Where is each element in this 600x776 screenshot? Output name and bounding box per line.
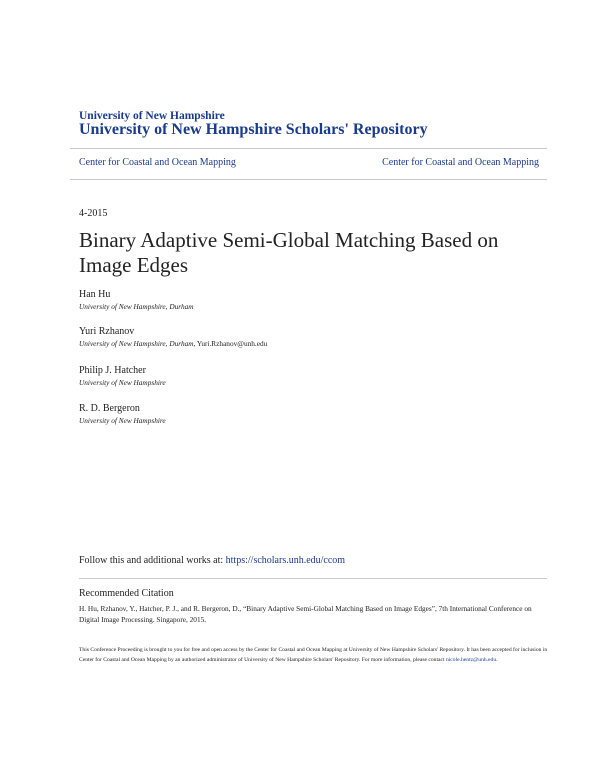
access-notice <box>79 646 549 665</box>
separator: , <box>193 339 197 348</box>
author-name: Han Hu <box>79 289 111 300</box>
author-affiliation-line <box>79 338 267 349</box>
notice-text: This Conference Proceeding is brought to you for free and open access by the Center for Coastal and Ocean Mapping at University of New Hampshire Scholars' Repository. It has been accepted for inclusion in Center for Coastal and Ocean Mapping by an authorized administrator of University of New Hampshire Scholars' Repository. For more information, please contact <box>79 647 548 663</box>
author-block <box>79 402 166 426</box>
collection-url-link[interactable]: https://scholars.unh.edu/ccom <box>225 555 346 566</box>
citation-heading: Recommended Citation <box>79 588 174 599</box>
repository-link[interactable]: University of New Hampshire Scholars' Repository <box>79 121 428 138</box>
author-name: Philip J. Hatcher <box>79 365 146 376</box>
paper-title: Binary Adaptive Semi-Global Matching Based on Image Edges <box>79 228 499 277</box>
divider <box>70 179 547 180</box>
author-affiliation: University of New Hampshire <box>79 416 166 425</box>
collection-link-left[interactable]: Center for Coastal and Ocean Mapping <box>79 157 236 168</box>
author-block <box>79 325 267 349</box>
divider <box>79 578 547 579</box>
author-affiliation: University of New Hampshire <box>79 378 166 387</box>
divider <box>70 148 547 149</box>
citation-text: H. Hu, Rzhanov, Y., Hatcher, P. J., and R. Bergeron, D., “Binary Adaptive Semi-Global Matching Based on Image Edges”, 7th International Conference on Digital Image Processing. Singapore, 2015. <box>79 604 532 624</box>
author-name: R. D. Bergeron <box>79 403 140 414</box>
notice-end: . <box>496 656 498 663</box>
university-link[interactable]: University of New Hampshire <box>79 110 225 122</box>
publication-date: 4-2015 <box>79 208 108 219</box>
contact-email-link[interactable]: nicole.hentz@unh.edu <box>445 656 497 663</box>
author-block <box>79 288 194 312</box>
author-block <box>79 364 166 388</box>
follow-line <box>79 555 345 566</box>
collection-link-right[interactable]: Center for Coastal and Ocean Mapping <box>382 157 539 168</box>
author-name: Yuri Rzhanov <box>79 326 135 337</box>
follow-text: Follow this and additional works at: <box>79 555 226 566</box>
author-email[interactable]: Yuri.Rzhanov@unh.edu <box>196 339 268 348</box>
author-affiliation: University of New Hampshire, Durham <box>79 339 194 348</box>
author-affiliation: University of New Hampshire, Durham <box>79 302 194 311</box>
